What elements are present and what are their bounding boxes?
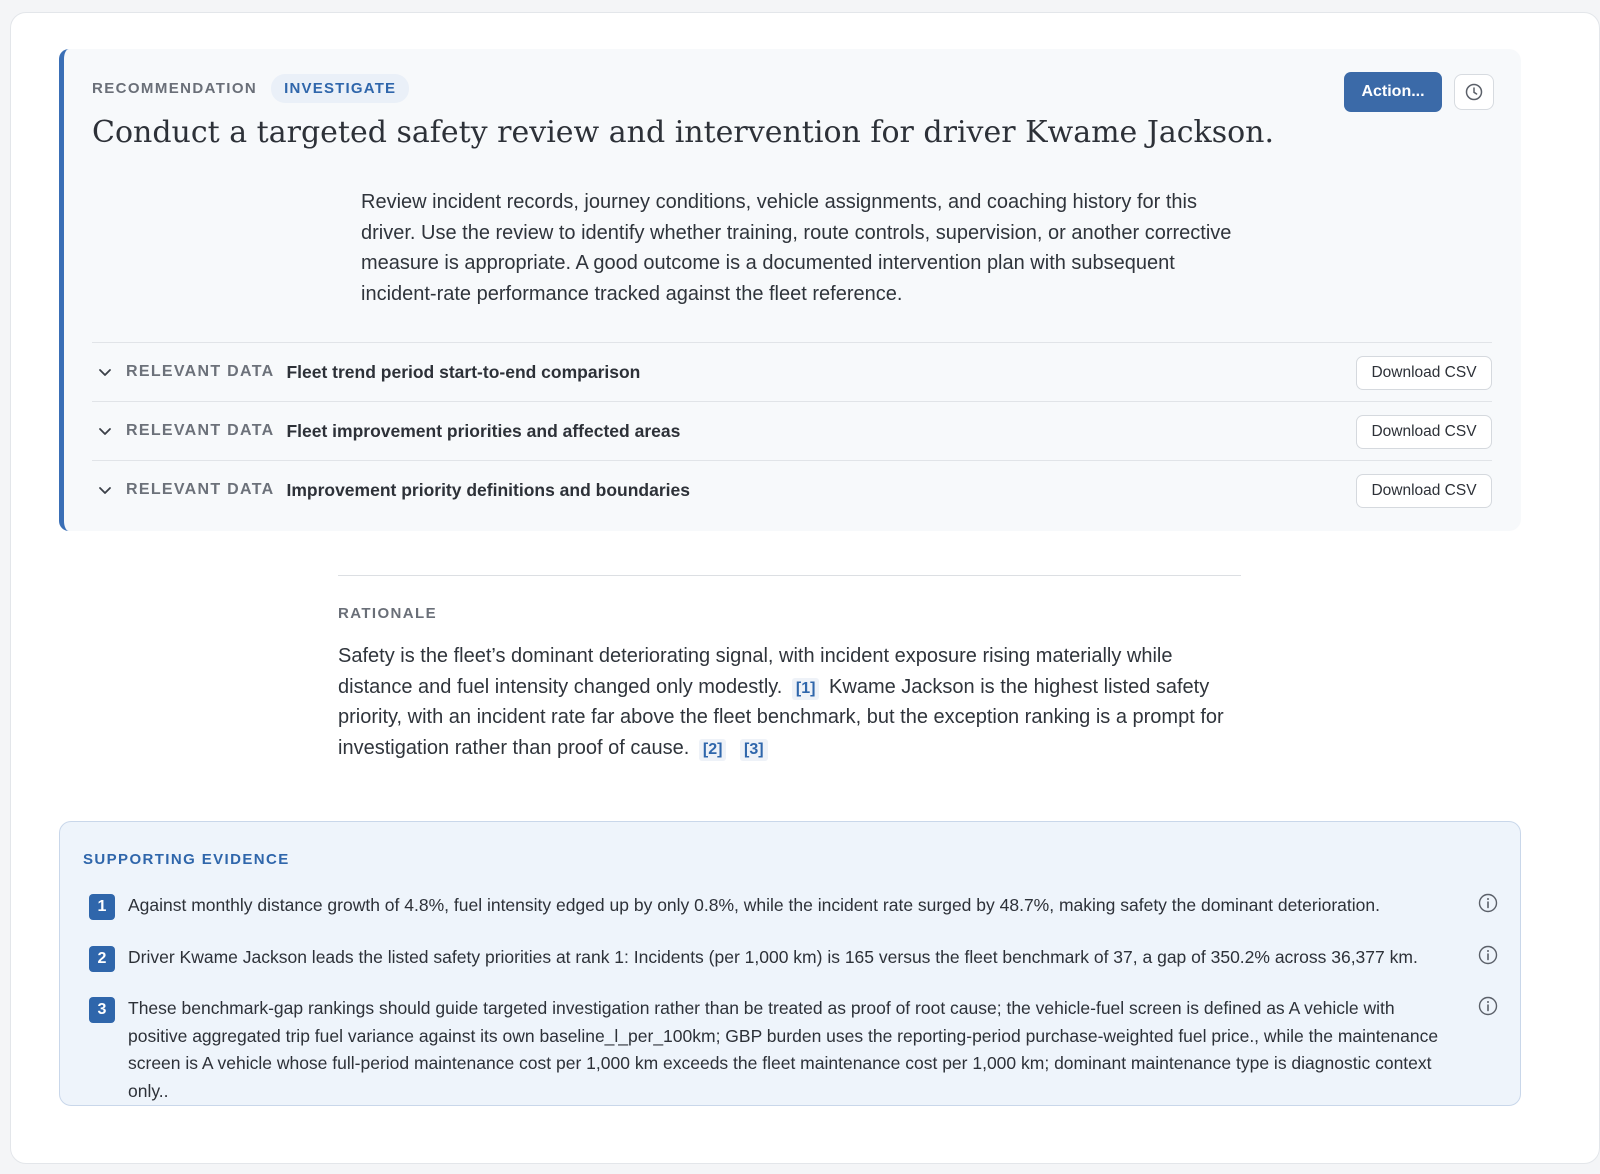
chevron-down-icon[interactable] bbox=[94, 420, 116, 442]
page-card bbox=[10, 12, 1600, 1164]
relevant-data-row[interactable] bbox=[92, 460, 1492, 519]
rationale-divider bbox=[338, 575, 1241, 576]
download-csv-button[interactable]: Download CSV bbox=[1356, 474, 1492, 508]
relevant-data-title[interactable]: Fleet trend period start-to-end comparison bbox=[286, 361, 641, 382]
evidence-number-badge: 2 bbox=[89, 946, 115, 972]
clock-icon bbox=[1465, 83, 1483, 101]
download-csv-button[interactable]: Download CSV bbox=[1356, 356, 1492, 390]
rationale-label: RATIONALE bbox=[338, 605, 437, 622]
info-icon[interactable] bbox=[1477, 944, 1499, 966]
evidence-number-badge: 1 bbox=[89, 894, 115, 920]
relevant-data-title[interactable]: Improvement priority definitions and boundaries bbox=[286, 479, 690, 500]
relevant-data-list bbox=[92, 342, 1492, 519]
relevant-data-label: RELEVANT DATA bbox=[126, 481, 275, 498]
recommendation-title: Conduct a targeted safety review and intervention for driver Kwame Jackson. bbox=[92, 115, 1275, 150]
download-csv-button[interactable]: Download CSV bbox=[1356, 415, 1492, 449]
info-icon[interactable] bbox=[1477, 995, 1499, 1017]
relevant-data-row[interactable] bbox=[92, 401, 1492, 460]
recommendation-card bbox=[59, 49, 1521, 531]
evidence-text: Driver Kwame Jackson leads the listed safety priorities at rank 1: Incidents (per 1,000 km) is 165 versus the fleet benchmark of 37, a gap of 350.2% across 36,377 km. bbox=[128, 947, 1418, 967]
citation-link-2[interactable]: [2] bbox=[699, 739, 727, 761]
history-button[interactable] bbox=[1454, 74, 1494, 110]
supporting-evidence-card bbox=[59, 821, 1521, 1106]
action-button[interactable]: Action... bbox=[1344, 72, 1442, 112]
evidence-text: These benchmark-gap rankings should guide targeted investigation rather than be treated as proof of root cause; the vehicle-fuel screen is defined as A vehicle with positive aggregated trip fuel variance against its own baseline_l_per_100km; GBP burden uses the reporting-period purchase-weighted fuel price., while the maintenance screen is A vehicle whose full-period maintenance cost per 1,000 km exceeds the fleet maintenance cost per 1,000 km; dominant maintenance type is diagnostic context only.. bbox=[128, 998, 1439, 1101]
info-icon[interactable] bbox=[1477, 892, 1499, 914]
evidence-text: Against monthly distance growth of 4.8%, fuel intensity edged up by only 0.8%, while the incident rate surged by 48.7%, making safety the dominant deterioration. bbox=[128, 895, 1380, 915]
recommendation-description: Review incident records, journey conditions, vehicle assignments, and coaching history for this driver. Use the review to identify whether training, route controls, supervision, or another corrective measure is appropriate. A good outcome is a documented intervention plan with subsequent incident-rate performance tracked against the fleet reference. bbox=[361, 191, 1232, 305]
rationale-part-1: Safety is the fleet’s dominant deteriorating signal, with incident exposure rising materially while distance and fuel intensity changed only modestly. bbox=[338, 645, 1173, 698]
citation-link-1[interactable]: [1] bbox=[792, 678, 820, 700]
supporting-evidence-label: SUPPORTING EVIDENCE bbox=[83, 851, 290, 868]
relevant-data-label: RELEVANT DATA bbox=[126, 422, 275, 439]
chevron-down-icon[interactable] bbox=[94, 361, 116, 383]
relevant-data-row[interactable] bbox=[92, 342, 1492, 401]
citation-link-3[interactable]: [3] bbox=[740, 739, 768, 761]
relevant-data-label: RELEVANT DATA bbox=[126, 363, 275, 380]
recommendation-label: RECOMMENDATION bbox=[92, 79, 258, 97]
recommendation-badge: INVESTIGATE bbox=[271, 74, 409, 103]
recommendation-header bbox=[92, 71, 409, 105]
evidence-number-badge: 3 bbox=[89, 997, 115, 1023]
relevant-data-title[interactable]: Fleet improvement priorities and affected areas bbox=[286, 420, 681, 441]
rationale-text bbox=[338, 641, 1243, 763]
chevron-down-icon[interactable] bbox=[94, 479, 116, 501]
rationale-part-2: Kwame Jackson is the highest listed safety priority, with an incident rate far above the fleet benchmark, but the exception ranking is a prompt for investigation rather than proof of cause. bbox=[338, 675, 1224, 759]
